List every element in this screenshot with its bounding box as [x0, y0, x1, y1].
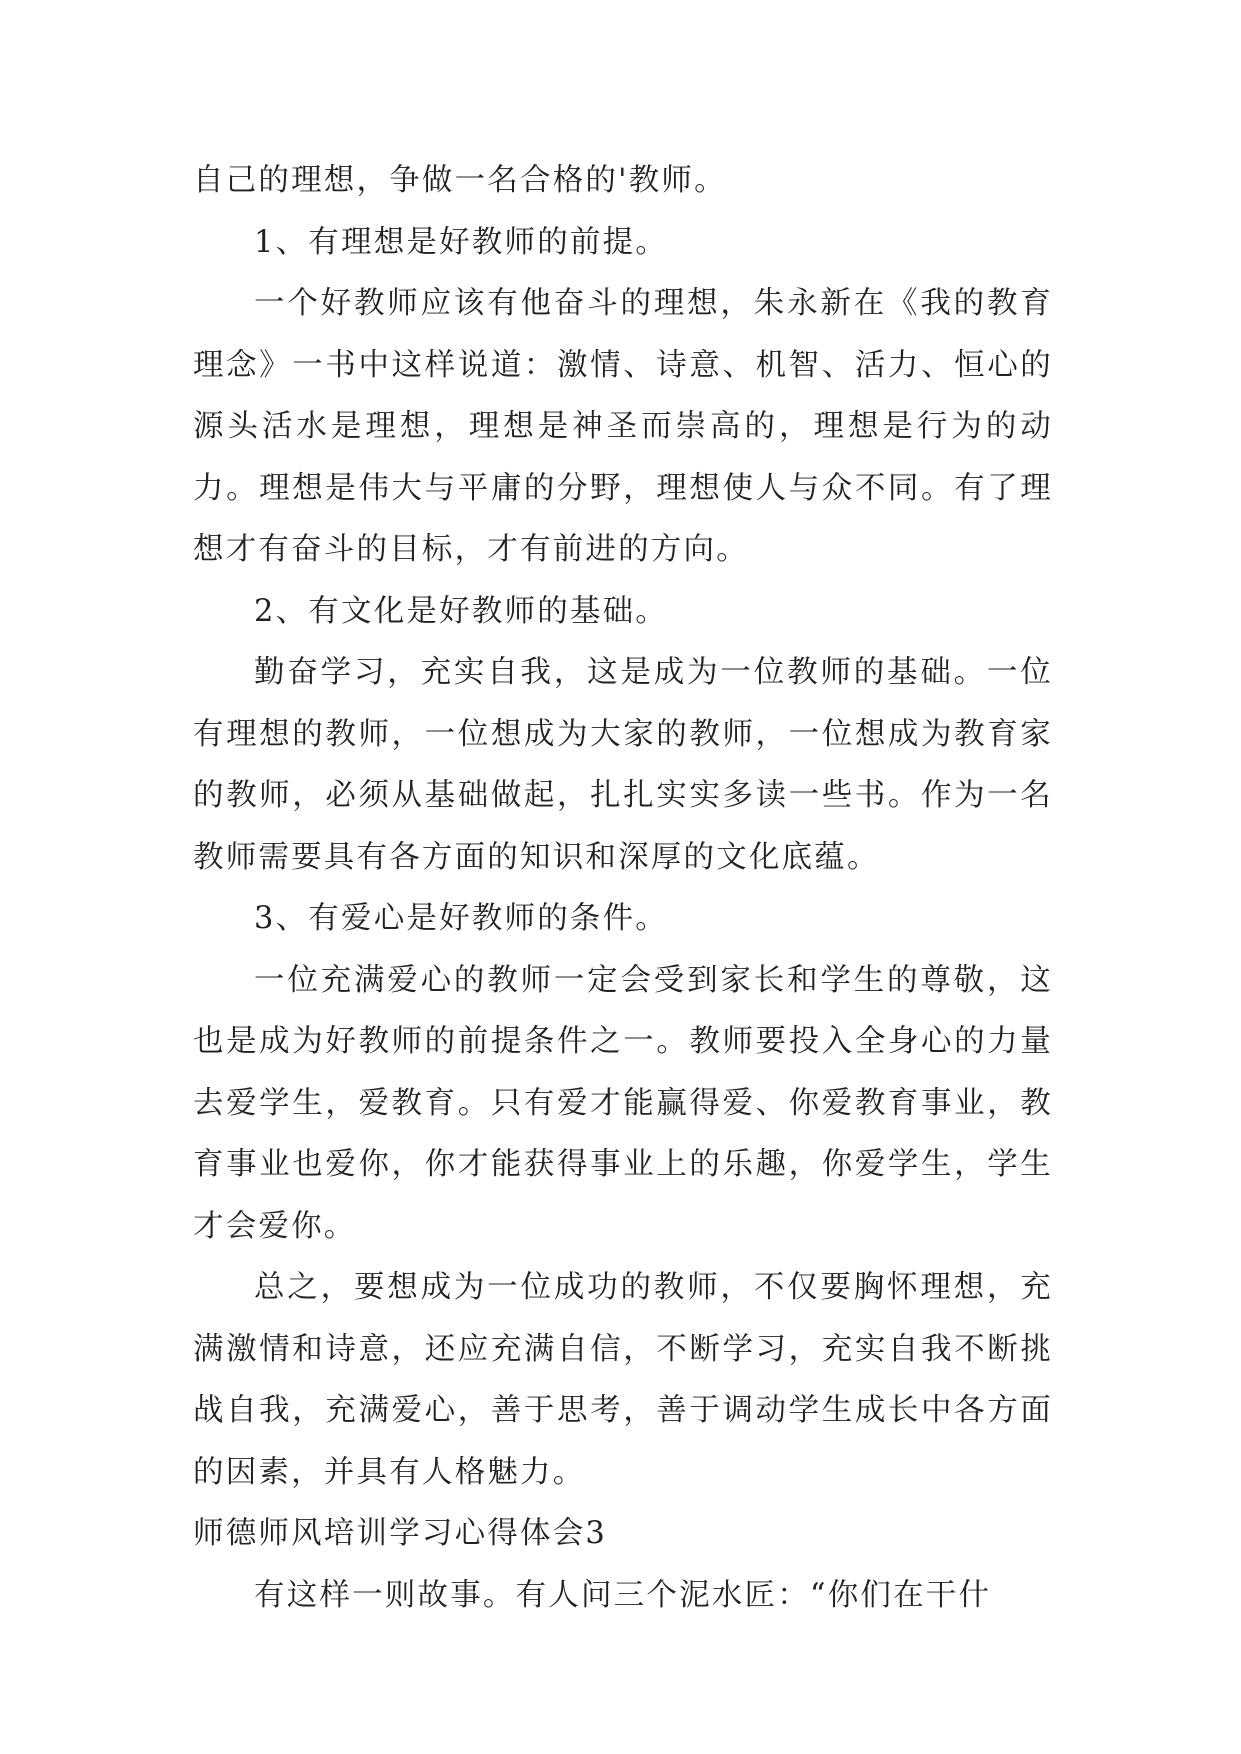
paragraph-story: 有这样一则故事。有人问三个泥水匠：“你们在干什 [254, 1577, 992, 1613]
paragraph-heading-2: 2、有文化是好教师的基础。 [254, 593, 669, 629]
paragraph-continuation: 自己的理想，争做一名合格的'教师。 [193, 163, 727, 198]
paragraph-culture: 勤奋学习，充实自我，这是成为一位教师的基础。一位有理想的教师，一位想成为大家的教师，一位想成为教育家的教师，必须从基础做起，扎扎实实多读一些书。作为一名教师需要具有各方面的知识和深厚的文化底蕴。 [193, 655, 1053, 875]
section-title: 师德师风培训学习心得体会3 [193, 1516, 608, 1551]
paragraph-ideal: 一个好教师应该有他奋斗的理想，朱永新在《我的教育理念》一书中这样说道：激情、诗意、机智、活力、恒心的源头活水是理想，理想是神圣而崇高的，理想是行为的动力。理想是伟大与平庸的分野，理想使人与众不同。有了理想才有奋斗的目标，才有前进的方向。 [193, 286, 1053, 567]
paragraph-heading-1: 1、有理想是好教师的前提。 [254, 224, 669, 260]
paragraph-summary: 总之，要想成为一位成功的教师，不仅要胸怀理想，充满激情和诗意，还应充满自信，不断学习，充实自我不断挑战自我，充满爱心，善于思考，善于调动学生成长中各方面的因素，并具有人格魅力。 [193, 1270, 1053, 1490]
document-body [193, 150, 1053, 1626]
paragraph-heading-3: 3、有爱心是好教师的条件。 [254, 901, 669, 936]
paragraph-love: 一位充满爱心的教师一定会受到家长和学生的尊敬，这也是成为好教师的前提条件之一。教师要投入全身心的力量去爱学生，爱教育。只有爱才能赢得爱、你爱教育事业，教育事业也爱你，你才能获得事业上的乐趣，你爱学生，学生才会爱你。 [193, 962, 1053, 1244]
